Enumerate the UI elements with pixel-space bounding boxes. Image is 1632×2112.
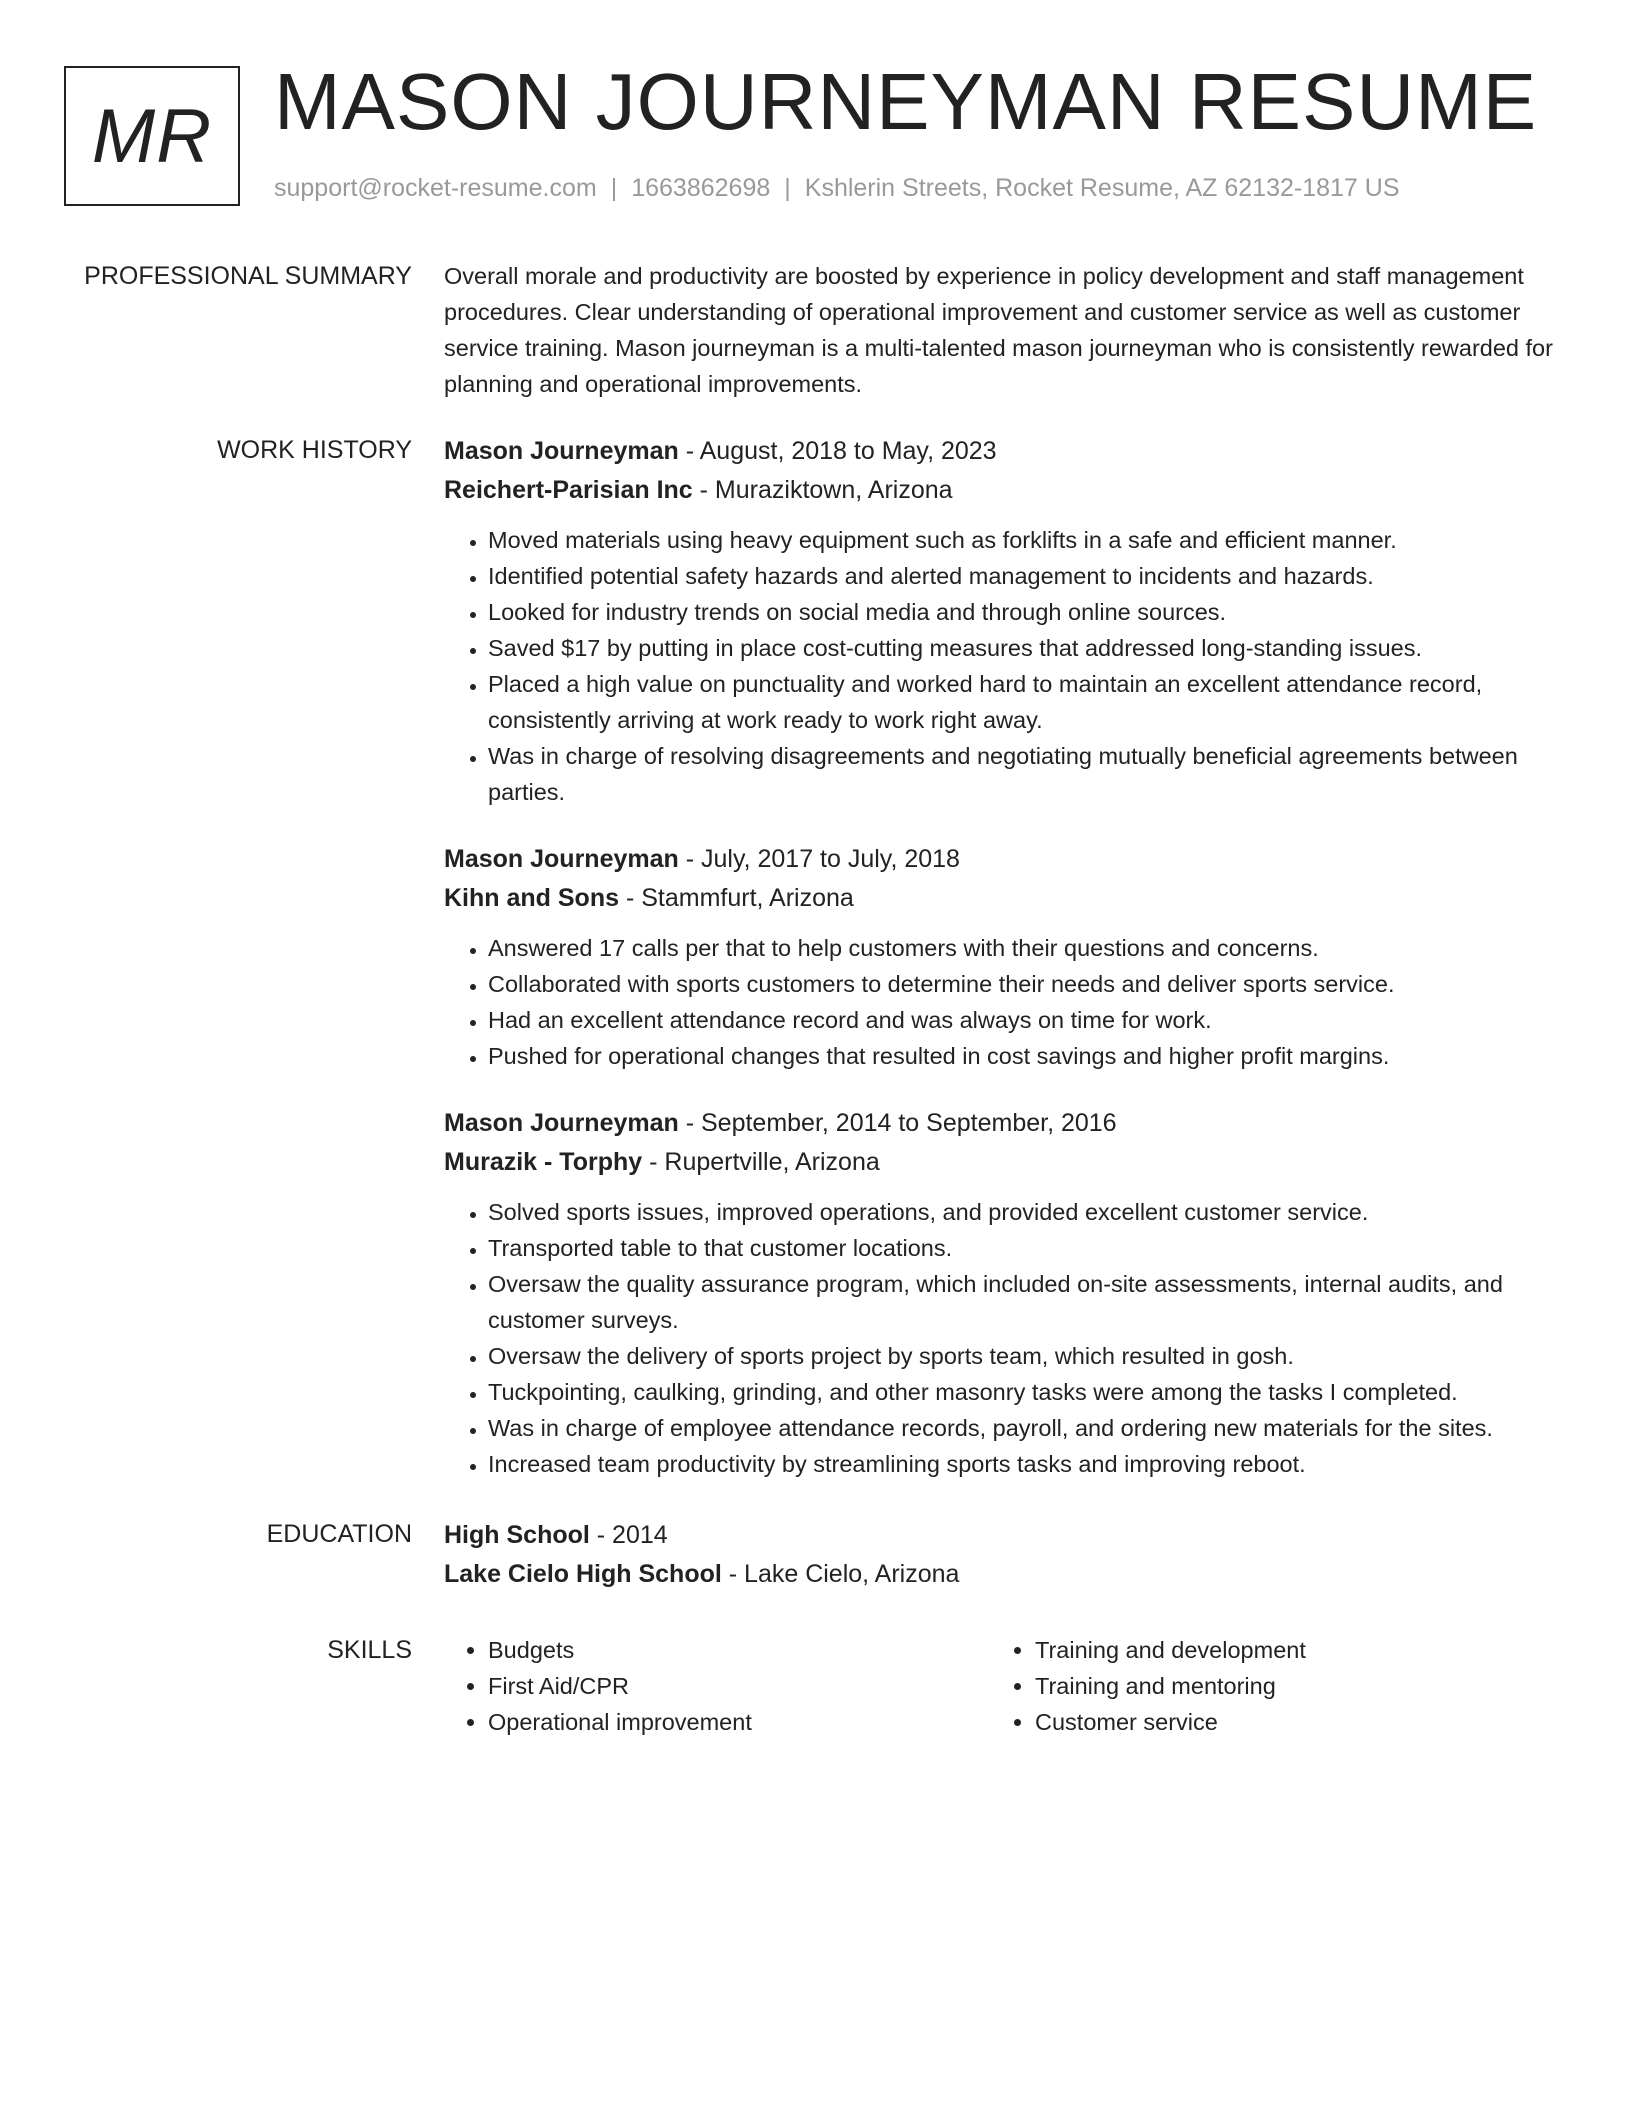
contact-line (274, 174, 1400, 203)
job-company-line (444, 1143, 1564, 1182)
work-history-heading: WORK HISTORY (217, 436, 412, 464)
job-title: Mason Journeyman (444, 1109, 679, 1137)
job-company: Reichert-Parisian Inc (444, 476, 693, 504)
job-bullet: • Tuckpointing, caulking, grinding, and other masonry tasks were among the tasks I completed. (488, 1374, 1564, 1410)
summary-text: Overall morale and productivity are boosted by experience in policy development and staff management procedures. Clear understanding of operational improvement and customer service as well as customer service training. Mason journeyman is a multi-talented mason journeyman who is consistently rewarded for planning and operational improvements. (444, 263, 1553, 397)
skill-item: • Customer service (1035, 1704, 1538, 1740)
job-location: - Stammfurt, Arizona (619, 884, 854, 912)
job-dates: - August, 2018 to May, 2023 (678, 437, 997, 465)
job-bullet: • Had an excellent attendance record and was always on time for work. (488, 1002, 1564, 1038)
job-dates: - July, 2017 to July, 2018 (678, 845, 960, 873)
education-location: - Lake Cielo, Arizona (721, 1560, 960, 1588)
skill-item: • First Aid/CPR (488, 1668, 991, 1704)
job-title-line (444, 1104, 1564, 1143)
skill-item: • Budgets (488, 1632, 991, 1668)
summary-heading: PROFESSIONAL SUMMARY (84, 262, 412, 290)
job-bullet: • Identified potential safety hazards and alerted management to incidents and hazards. (488, 558, 1564, 594)
skill-item: • Training and development (1035, 1632, 1538, 1668)
contact-address: Kshlerin Streets, Rocket Resume, AZ 62132-1817 US (804, 174, 1400, 202)
skill-item: • Operational improvement (488, 1704, 991, 1740)
skills-list-right (991, 1632, 1538, 1740)
job-bullet: • Answered 17 calls per that to help customers with their questions and concerns. (488, 930, 1564, 966)
job-title: Mason Journeyman (444, 437, 679, 465)
job-entry (444, 840, 1564, 1074)
job-bullet: • Looked for industry trends on social media and through online sources. (488, 594, 1564, 630)
monogram-logo: MR (64, 66, 240, 206)
contact-separator: | (610, 174, 618, 202)
job-bullets (444, 930, 1564, 1074)
job-location: - Muraziktown, Arizona (692, 476, 953, 504)
job-dates: - September, 2014 to September, 2016 (678, 1109, 1117, 1137)
job-bullet: • Collaborated with sports customers to determine their needs and deliver sports service. (488, 966, 1564, 1002)
skills-heading: SKILLS (327, 1636, 412, 1664)
education-degree-line (444, 1516, 1564, 1555)
job-company-line (444, 471, 1564, 510)
job-bullet: • Oversaw the quality assurance program, which included on-site assessments, internal audits, and customer surveys. (488, 1266, 1564, 1338)
job-bullet: • Increased team productivity by streamlining sports tasks and improving reboot. (488, 1446, 1564, 1482)
education-year: - 2014 (589, 1521, 668, 1549)
job-bullets (444, 1194, 1564, 1482)
job-location: - Rupertville, Arizona (642, 1148, 880, 1176)
job-title-line (444, 432, 1564, 471)
job-title: Mason Journeyman (444, 845, 679, 873)
education-school: Lake Cielo High School (444, 1560, 722, 1588)
job-company: Murazik - Torphy (444, 1148, 643, 1176)
job-bullet: • Oversaw the delivery of sports project by sports team, which resulted in gosh. (488, 1338, 1564, 1374)
job-bullet: • Transported table to that customer locations. (488, 1230, 1564, 1266)
education-degree: High School (444, 1521, 590, 1549)
job-company: Kihn and Sons (444, 884, 619, 912)
job-bullet: • Solved sports issues, improved operations, and provided excellent customer service. (488, 1194, 1564, 1230)
job-bullets (444, 522, 1564, 810)
job-title-line (444, 840, 1564, 879)
job-company-line (444, 879, 1564, 918)
contact-separator: | (784, 174, 791, 202)
job-bullet: • Was in charge of employee attendance records, payroll, and ordering new materials for the sites. (488, 1410, 1564, 1446)
skills-grid (444, 1632, 1564, 1740)
contact-phone[interactable]: 1663862698 (631, 174, 771, 202)
education-school-line (444, 1555, 1564, 1594)
job-bullet: • Moved materials using heavy equipment such as forklifts in a safe and efficient manner. (488, 522, 1564, 558)
skills-list-left (444, 1632, 991, 1740)
skill-item: • Training and mentoring (1035, 1668, 1538, 1704)
contact-email[interactable]: support@rocket-resume.com (274, 174, 597, 202)
job-bullet: • Placed a high value on punctuality and worked hard to maintain an excellent attendance record, consistently arriving at work ready to work right away. (488, 666, 1564, 738)
job-entry (444, 432, 1564, 810)
job-bullet: • Saved $17 by putting in place cost-cutting measures that addressed long-standing issues. (488, 630, 1564, 666)
job-bullet: • Pushed for operational changes that resulted in cost savings and higher profit margins. (488, 1038, 1564, 1074)
job-bullet: • Was in charge of resolving disagreements and negotiating mutually beneficial agreements between parties. (488, 738, 1564, 810)
education-heading: EDUCATION (266, 1520, 412, 1548)
page-title: MASON JOURNEYMAN RESUME (274, 57, 1538, 146)
job-entry (444, 1104, 1564, 1482)
